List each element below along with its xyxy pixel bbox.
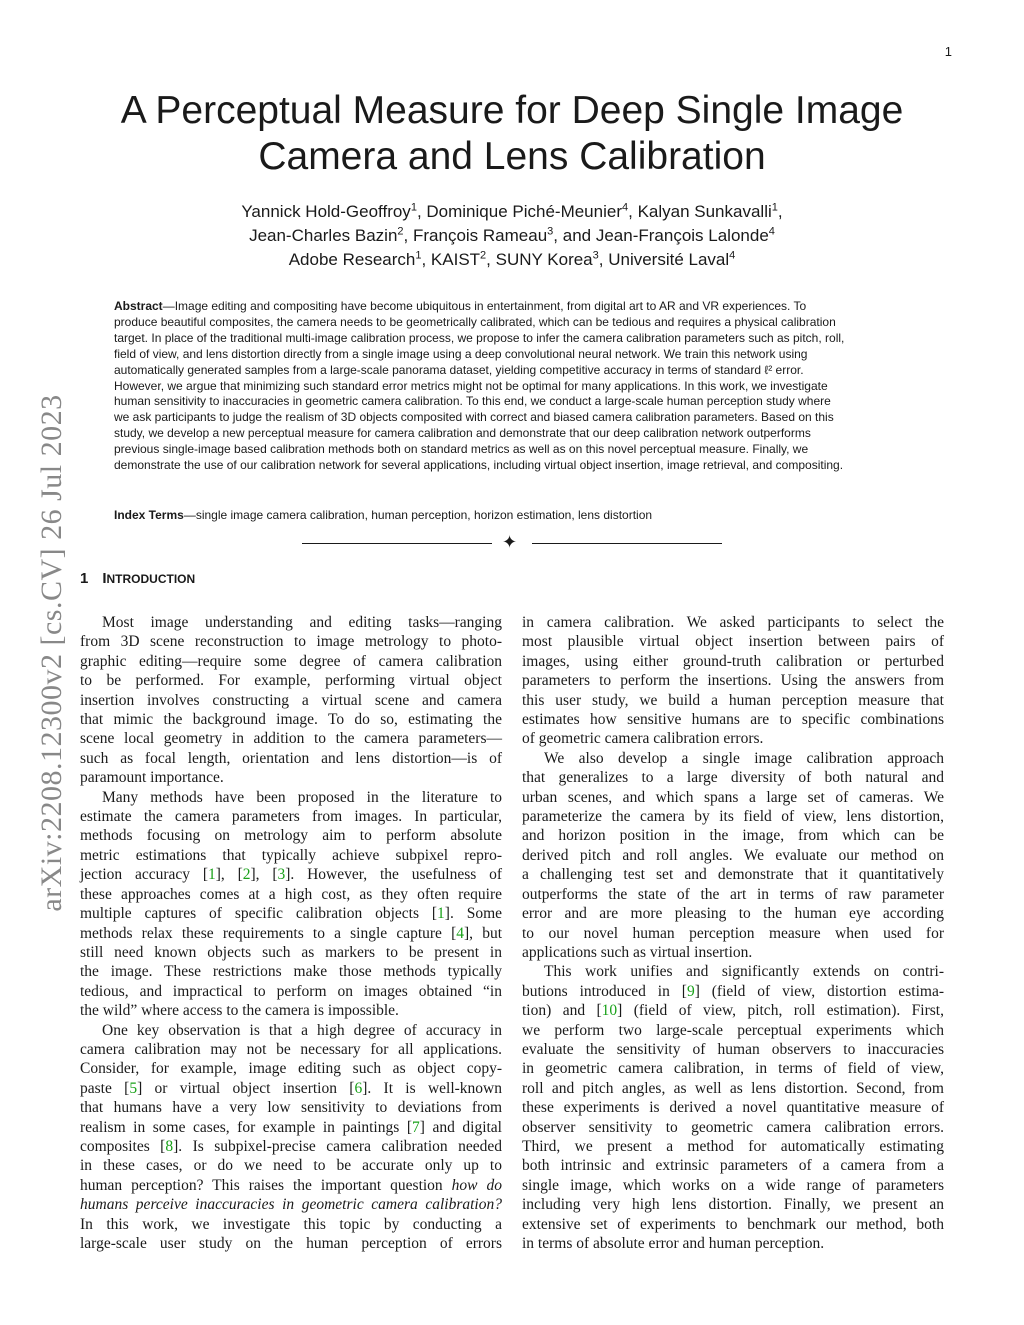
- left-column: [80, 613, 502, 1253]
- text-line: extensive set of experiments to benchmark our method, both: [522, 1215, 944, 1233]
- citation-link[interactable]: 9: [686, 982, 695, 1000]
- text-line: composites [8]. Is subpixel-precise camera calibration needed: [80, 1137, 502, 1155]
- text-line: methods relax these requirements to a single capture [4], but: [80, 924, 502, 942]
- text-line: most plausible virtual object insertion between pairs of: [522, 633, 944, 651]
- author-name: François Rameau: [413, 226, 548, 245]
- text-line: to be performed. For example, performing virtual object: [80, 672, 502, 690]
- affiliation-marker: 4: [729, 249, 736, 262]
- text-line: the image. These restrictions make those methods typically: [80, 963, 502, 981]
- text-line: graphic editing—require some degree of camera calibration: [80, 652, 502, 670]
- index-terms-label: Index Terms: [114, 508, 184, 522]
- section-heading: [80, 570, 195, 587]
- abstract-label: Abstract: [114, 299, 163, 313]
- text-line: such as focal length, orientation and lens distortion—is of: [80, 749, 502, 767]
- affiliation-marker: 4: [621, 201, 629, 214]
- text-line: in terms of absolute error and human perception.: [522, 1235, 825, 1252]
- author-block: [60, 200, 964, 272]
- text-line: [80, 1195, 502, 1214]
- text-line: tedious, and impractical to perform on images obtained “in: [80, 982, 502, 1000]
- text-line: that humans have a very low sensitivity to deviations from: [80, 1099, 502, 1117]
- text-line: observer sensitivity to geometric camera calibration errors.: [522, 1118, 944, 1136]
- text-line: Many methods have been proposed in the literature to: [102, 788, 502, 806]
- abstract-text: —Image editing and compositing have become ubiquitous in entertainment, from digital art to AR and VR experiences. To: [162, 299, 807, 313]
- text-line: multiple captures of specific calibration objects [1]. Some: [80, 905, 503, 923]
- citation-link[interactable]: 8: [165, 1137, 174, 1155]
- index-terms: [114, 508, 911, 522]
- text-line: estimate the camera parameters from images. In particular,: [80, 808, 502, 826]
- title-line: A Perceptual Measure for Deep Single Image: [120, 89, 904, 132]
- abstract-line: demonstrate the use of our calibration network for several applications, including virtual object insertion, image retrieval, and compositing.: [114, 458, 844, 473]
- text-line: Third, we present a method for automatically estimating: [522, 1137, 944, 1155]
- text-line: from 3D scene reconstruction to image metrology to photo-: [80, 633, 502, 651]
- right-column: [522, 613, 944, 1253]
- author-name: Yannick Hold-Geoffroy: [241, 202, 411, 221]
- text-line: large-scale user study on the human perception of errors: [80, 1235, 502, 1252]
- text-line: to our novel human perception measure when used for: [522, 924, 944, 942]
- affiliation-marker: 1: [410, 201, 417, 214]
- abstract-line: previous single-image based calibration methods both on standard metrics as well as on this novel perceptual measure. Finally, we: [114, 442, 809, 457]
- section-title-rest: NTRODUCTION: [106, 572, 196, 586]
- text-line: these experiments is derived a novel quantitative measure of: [522, 1099, 944, 1117]
- affiliation-marker: 2: [480, 249, 487, 262]
- text-line: roll and pitch angles, as well as lens distortion. Second, from: [522, 1079, 944, 1097]
- abstract-line: [114, 299, 911, 315]
- abstract-line: we ask participants to judge the realism of 3D objects composited with correct and biased camera calibration parameters. Based on this: [114, 410, 834, 425]
- affiliation-name: SUNY Korea: [495, 250, 593, 269]
- text-line: scene local geometry in addition to the camera parameters—: [80, 730, 502, 748]
- text-line: evaluate the sensitivity of human observers to inaccuracies: [522, 1040, 944, 1058]
- text-line: urban scenes, and which spans a large set of cameras. We: [522, 788, 944, 806]
- page-number: 1: [944, 44, 952, 59]
- text-line: Consider, for example, image editing such as object copy-: [80, 1060, 502, 1078]
- text-line: in these cases, or do we need to be accurate only up to: [80, 1157, 502, 1175]
- text-line: these approaches comes at a high cost, as they often require: [80, 885, 502, 903]
- text-line: camera calibration may not be necessary for all applications.: [80, 1040, 502, 1058]
- diamond-ornament-icon: ✦: [502, 532, 518, 553]
- affiliation-marker: 4: [768, 225, 775, 238]
- citation-link[interactable]: 1: [208, 866, 216, 884]
- text-line: outperforms the state of the art in terms of raw parameter: [522, 885, 944, 903]
- author-name: Jean-François Lalonde: [595, 226, 769, 245]
- italic-text: humans perceive inaccuracies in geometric camera calibration?: [80, 1196, 502, 1214]
- italic-text: how do: [451, 1176, 502, 1194]
- abstract-line: However, we argue that minimizing such standard error metrics might not be optimal for many applications. In this work, we investigate: [114, 378, 828, 393]
- affiliation-marker: 1: [415, 249, 422, 262]
- text-line: parameterize the camera by its field of view, lens distortion,: [522, 808, 944, 826]
- paper-title: [60, 88, 964, 180]
- text-line: paramount importance.: [80, 769, 224, 787]
- abstract-line: human sensitivity to inaccuracies in geometric camera calibration. To this end, we conduct a large-scale human perception study where: [114, 394, 831, 409]
- text-line: human perception? This raises the important question how do: [80, 1176, 502, 1194]
- abstract: [114, 299, 911, 474]
- section-separator: [300, 532, 724, 553]
- abstract-line: automatically generated samples from a large-scale panorama dataset, yielding competitive accuracy in terms of standard ℓ² error.: [114, 362, 804, 377]
- text-line: and horizon position in the image, from which can be: [522, 827, 944, 845]
- text-line: images, using either ground-truth calibration or perturbed: [522, 652, 944, 670]
- text-line: One key observation is that a high degree of accuracy in: [102, 1021, 502, 1039]
- author-line: Yannick Hold-Geoffroy$^1$, Dominique Piché-Meunier$^4$, Kalyan Sunkavalli$^1$,: [241, 201, 783, 221]
- text-line: derived pitch and roll angles. We evaluate our method on: [522, 846, 944, 864]
- section-number: 1: [80, 570, 89, 587]
- title-line: Camera and Lens Calibration: [258, 135, 766, 178]
- text-line: of geometric camera calibration errors.: [522, 730, 764, 748]
- arxiv-identifier: arXiv:2208.12300v2 [cs.CV] 26 Jul 2023: [35, 394, 68, 912]
- citation-link[interactable]: 4: [456, 924, 464, 942]
- abstract-line: study, we develop a new perceptual measure for camera calibration and demonstrate that our deep calibration network outperforms: [114, 426, 811, 441]
- affiliation-marker: 3: [547, 225, 554, 238]
- text-line: methods focusing on metrology aim to perform absolute: [80, 827, 502, 845]
- text-line: insertion involves constructing a virtual scene and camera: [80, 691, 502, 709]
- text-line: this user study, we build a human perception measure that: [522, 691, 944, 709]
- author-name: Dominique Piché-Meunier: [426, 202, 622, 221]
- abstract-line: field of view, and lens distortion directly from a single image using a deep convolutional neural network. We train this network using: [114, 346, 808, 361]
- index-terms-text: —single image camera calibration, human perception, horizon estimation, lens distortion: [183, 508, 653, 522]
- text-line: error and are more pleasing to the human eye according: [522, 905, 944, 923]
- text-line: realism in some cases, for example in paintings [7] and digital: [80, 1118, 502, 1136]
- text-line: estimates how sensitive humans are to specific combinations: [522, 711, 944, 729]
- author-name: Jean-Charles Bazin: [249, 226, 398, 245]
- text-line: a challenging test set and demonstrate that it quantitatively: [522, 866, 944, 884]
- affiliation-marker: 3: [592, 249, 599, 262]
- text-line: We also develop a single image calibration approach: [544, 749, 944, 767]
- text-line: In this work, we investigate this topic by conducting a: [80, 1215, 502, 1233]
- text-line: This work unifies and significantly extends on contri-: [544, 963, 944, 981]
- text-line: butions introduced in [9] (field of view, distortion estima-: [522, 982, 944, 1000]
- affiliation-name: KAIST: [430, 250, 481, 269]
- citation-link[interactable]: 7: [412, 1118, 420, 1136]
- citation-link[interactable]: 6: [354, 1079, 363, 1097]
- citation-link[interactable]: 10: [601, 1002, 618, 1020]
- text-line: jection accuracy [1], [2], [3]. However, the usefulness of: [80, 866, 502, 884]
- text-line: in camera calibration. We asked participants to select the: [522, 614, 944, 631]
- text-line: that mimic the background image. To do so, estimating the: [80, 711, 502, 729]
- separator-rule-right: [532, 543, 722, 544]
- citation-link[interactable]: 5: [129, 1079, 138, 1097]
- citation-link[interactable]: 1: [437, 905, 445, 923]
- text-line: the wild” where access to the camera is impossible.: [80, 1002, 399, 1020]
- affiliation-name: Adobe Research: [288, 250, 416, 269]
- text-line: that generalizes to a large diversity of both natural and: [522, 769, 944, 787]
- text-line: in geometric camera calibration, in terms of field of view,: [522, 1060, 944, 1078]
- affiliation-marker: 1: [771, 201, 778, 214]
- text-line: Most image understanding and editing tasks—ranging: [102, 614, 502, 631]
- abstract-line: produce beautiful composites, the camera needs to be geometrically calibrated, which can be tedious and requires a physical calibration: [114, 314, 836, 329]
- text-line: tion) and [10] (field of view, pitch, roll estimation). First,: [522, 1002, 944, 1020]
- citation-link[interactable]: 2: [242, 866, 251, 884]
- author-line: Jean-Charles Bazin$^2$, François Rameau$^3$, and Jean-François Lalonde$^4$: [249, 225, 775, 245]
- affiliation-marker: 2: [397, 225, 404, 238]
- affiliation-line: Adobe Research$^1$, KAIST$^2$, SUNY Korea$^3$, Université Laval$^4$: [288, 249, 736, 269]
- affiliation-name: Université Laval: [608, 250, 730, 269]
- text-line: including very high lens distortion. Finally, we present an: [522, 1196, 944, 1214]
- text-line: both intrinsic and extrinsic parameters of a camera from a: [522, 1157, 944, 1175]
- text-line: metric estimations that typically achieve subpixel repro-: [80, 846, 502, 864]
- text-line: still need known objects such as markers to be present in: [80, 943, 502, 961]
- text-line: parameters to perform the insertions. Using the answers from: [522, 672, 944, 690]
- text-line: paste [5] or virtual object insertion [6]. It is well-known: [80, 1079, 502, 1097]
- citation-link[interactable]: 3: [277, 866, 286, 884]
- author-name: Kalyan Sunkavalli: [637, 202, 772, 221]
- section-title-initial: I: [102, 570, 107, 587]
- text-line: we perform two large-scale perceptual experiments which: [522, 1021, 944, 1039]
- text-line: applications such as virtual insertion.: [522, 943, 753, 961]
- text-line: single image, which works on a wide range of parameters: [522, 1176, 944, 1194]
- separator-rule-left: [302, 543, 492, 544]
- abstract-line: target. In place of the traditional multi-image calibration process, we propose to infer the camera calibration parameters such as pitch, roll,: [114, 330, 845, 345]
